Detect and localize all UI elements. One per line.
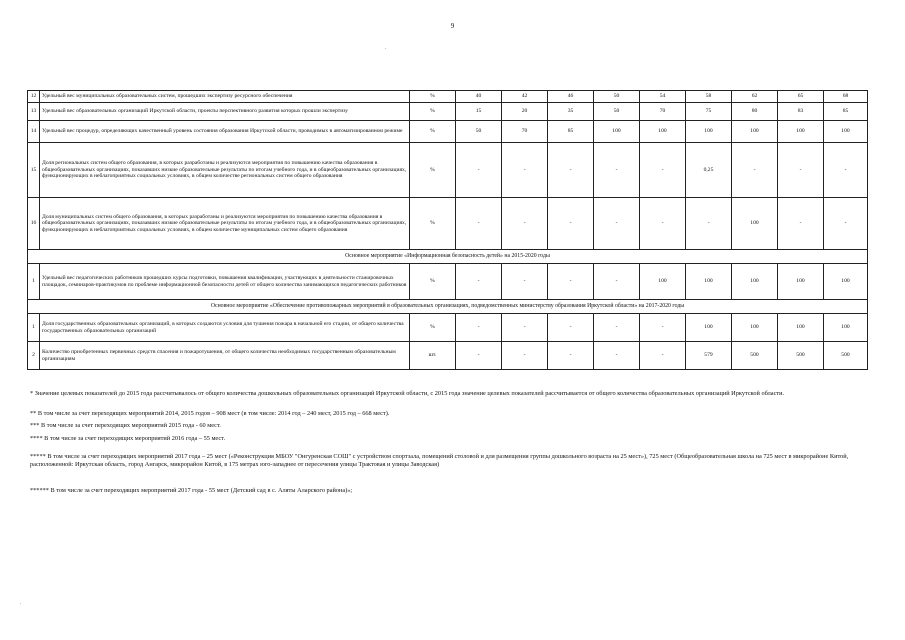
value-cell: - <box>502 314 548 342</box>
value-cell: - <box>824 198 868 250</box>
value-cell: - <box>824 143 868 198</box>
value-cell: 15 <box>456 103 502 121</box>
value-cell: - <box>548 342 594 370</box>
indicator-text: Удельный вес педагогических работников прошедших курсы подготовки, повышения квалификации, участвующих в деятельности стажировочных площадок, семинаров-практикумов по проблеме информационной безопасности детей от общего количества занимающихся педагогических работников <box>40 264 410 300</box>
value-cell: 579 <box>686 342 732 370</box>
indicator-text: Удельный вес муниципальных образовательных систем, прошедших экспертизу ресурсного обеспечения <box>40 91 410 103</box>
section-row <box>28 300 868 314</box>
value-cell: - <box>594 314 640 342</box>
value-cell: - <box>594 198 640 250</box>
table-row <box>28 198 868 250</box>
value-cell: 100 <box>732 314 778 342</box>
value-cell: - <box>456 143 502 198</box>
value-cell: - <box>686 198 732 250</box>
value-cell: - <box>456 264 502 300</box>
value-cell: 42 <box>502 91 548 103</box>
table-row <box>28 342 868 370</box>
row-number: 1 <box>28 264 40 300</box>
value-cell: 85 <box>548 121 594 143</box>
value-cell: 100 <box>778 264 824 300</box>
value-cell: 40 <box>456 91 502 103</box>
value-cell: - <box>502 264 548 300</box>
value-cell: 100 <box>778 314 824 342</box>
value-cell: 70 <box>640 103 686 121</box>
row-number: 2 <box>28 342 40 370</box>
value-cell: 20 <box>502 103 548 121</box>
scan-dot: . <box>385 45 387 51</box>
table-row <box>28 314 868 342</box>
unit-cell: % <box>410 103 456 121</box>
value-cell: - <box>594 264 640 300</box>
value-cell: 83 <box>778 103 824 121</box>
footnote-2: ** В том числе за счет переходящих мероприятий 2014, 2015 годов – 908 мест (в том числе: 2014 год – 240 мест, 2015 год – 668 мест). <box>30 410 390 417</box>
table-row <box>28 121 868 143</box>
value-cell: - <box>640 342 686 370</box>
page-number: 9 <box>450 22 455 30</box>
table-row <box>28 264 868 300</box>
unit-cell: шт. <box>410 342 456 370</box>
value-cell: 100 <box>732 121 778 143</box>
value-cell: 500 <box>824 342 868 370</box>
value-cell: - <box>594 342 640 370</box>
value-cell: - <box>548 198 594 250</box>
value-cell: - <box>456 314 502 342</box>
value-cell: - <box>640 198 686 250</box>
value-cell: 46 <box>548 91 594 103</box>
section-title: Основное мероприятие «Информационная безопасность детей» на 2015-2020 годы <box>28 250 868 264</box>
row-number: 14 <box>28 121 40 143</box>
footnote-6: ****** В том числе за счет переходящих мероприятий 2017 года - 55 мест (Детский сад в с. Аляты Аларского района)»; <box>30 487 353 494</box>
value-cell: 58 <box>686 91 732 103</box>
value-cell: 54 <box>640 91 686 103</box>
value-cell: 100 <box>732 198 778 250</box>
scan-dot: . <box>20 600 22 606</box>
value-cell: 500 <box>778 342 824 370</box>
indicator-text: Удельный вес процедур, определяющих качественный уровень состояния образования Иркутской области, проводимых в автоматизированном режиме <box>40 121 410 143</box>
value-cell: 50 <box>456 121 502 143</box>
value-cell: 100 <box>640 121 686 143</box>
value-cell: 68 <box>824 91 868 103</box>
row-number: 12 <box>28 91 40 103</box>
indicator-text: Количество приобретенных первичных средств спасения и пожаротушения, от общего количества необходимых государственным образовательным организациям <box>40 342 410 370</box>
value-cell: - <box>778 143 824 198</box>
value-cell: 85 <box>824 103 868 121</box>
footnote-1: * Значение целевых показателей до 2015 года рассчитывалось от общего количества дошкольных образовательных организаций Иркутской области, с 2015 года значение целевых показателей рассчитывается от общего количества образовательных организаций Иркутской области. <box>30 390 785 397</box>
unit-cell: % <box>410 264 456 300</box>
section-title: Основное мероприятие «Обеспечение противопожарных мероприятий в образовательных организациях, подведомственных министерству образования Иркутской области» на 2017-2020 годы <box>28 300 868 314</box>
value-cell: - <box>640 143 686 198</box>
value-cell: 100 <box>686 314 732 342</box>
value-cell: 0,25 <box>686 143 732 198</box>
value-cell: 100 <box>732 264 778 300</box>
table-row <box>28 143 868 198</box>
value-cell: - <box>640 314 686 342</box>
unit-cell: % <box>410 314 456 342</box>
value-cell: 65 <box>778 91 824 103</box>
value-cell: 100 <box>824 121 868 143</box>
value-cell: 100 <box>824 264 868 300</box>
value-cell: - <box>456 198 502 250</box>
value-cell: 100 <box>686 264 732 300</box>
footnote-4: **** В том числе за счет переходящих мероприятий 2016 года – 55 мест. <box>30 435 226 442</box>
value-cell: 35 <box>548 103 594 121</box>
unit-cell: % <box>410 91 456 103</box>
value-cell: - <box>456 342 502 370</box>
value-cell: 75 <box>686 103 732 121</box>
indicator-text: Доля региональных систем общего образования, в которых разработаны и реализуются мероприятия по повышению качества образования в общеобразовательных организациях, показавших низкие образовательные результаты по итогам учебного года, и в общеобразовательных организациях, функционирующих в неблагоприятных социальных условиях, в общем количестве региональных систем общего образования <box>40 143 410 198</box>
unit-cell: % <box>410 198 456 250</box>
value-cell: 500 <box>732 342 778 370</box>
footnote-3: *** В том числе за счет переходящих мероприятий 2015 года - 60 мест. <box>30 422 221 429</box>
value-cell: 62 <box>732 91 778 103</box>
table-row <box>28 103 868 121</box>
row-number: 15 <box>28 143 40 198</box>
indicators-table <box>27 90 868 370</box>
value-cell: - <box>502 342 548 370</box>
unit-cell: % <box>410 143 456 198</box>
indicator-text: Доля муниципальных систем общего образования, в которых разработаны и реализуются мероприятия по повышению качества образования в общеобразовательных организациях, показавших низкие образовательные результаты по итогам учебного года, и в общеобразовательных организациях, функционирующих в неблагоприятных социальных условиях, в общем количестве муниципальных систем общего образования <box>40 198 410 250</box>
row-number: 16 <box>28 198 40 250</box>
table-row <box>28 91 868 103</box>
row-number: 1 <box>28 314 40 342</box>
value-cell: 50 <box>594 103 640 121</box>
footnote-5: ***** В том числе за счет переходящих мероприятий 2017 года – 25 мест («Реконструкция МБОУ "Онгуренская СОШ" с устройством спортзала, помещений столовой и для размещения группы дошкольного возраста на 25 мест»), 725 мест (Общеобразовательная школа на 725 мест в микрорайоне Китой, расположенной: Иркутская область, город Ангарск, микрорайон Китой, в 175 метрах юго-западнее от пересечения улицы Трактовая и улицы Заводская) <box>30 453 849 469</box>
value-cell: - <box>502 198 548 250</box>
value-cell: - <box>732 143 778 198</box>
indicator-text: Доля государственных образовательных организаций, в которых создаются условия для тушения пожара в начальной его стадии, от общего количества государственных образовательных организаций <box>40 314 410 342</box>
value-cell: 100 <box>594 121 640 143</box>
value-cell: 50 <box>594 91 640 103</box>
value-cell: 100 <box>640 264 686 300</box>
value-cell: 80 <box>732 103 778 121</box>
section-row <box>28 250 868 264</box>
value-cell: 100 <box>824 314 868 342</box>
value-cell: - <box>548 314 594 342</box>
indicator-text: Удельный вес образовательных организаций Иркутской области, проекты перспективного развития которых прошли экспертизу <box>40 103 410 121</box>
value-cell: 100 <box>686 121 732 143</box>
value-cell: 100 <box>778 121 824 143</box>
row-number: 13 <box>28 103 40 121</box>
value-cell: - <box>548 143 594 198</box>
unit-cell: % <box>410 121 456 143</box>
value-cell: - <box>502 143 548 198</box>
value-cell: - <box>548 264 594 300</box>
value-cell: 70 <box>502 121 548 143</box>
value-cell: - <box>778 198 824 250</box>
value-cell: - <box>594 143 640 198</box>
